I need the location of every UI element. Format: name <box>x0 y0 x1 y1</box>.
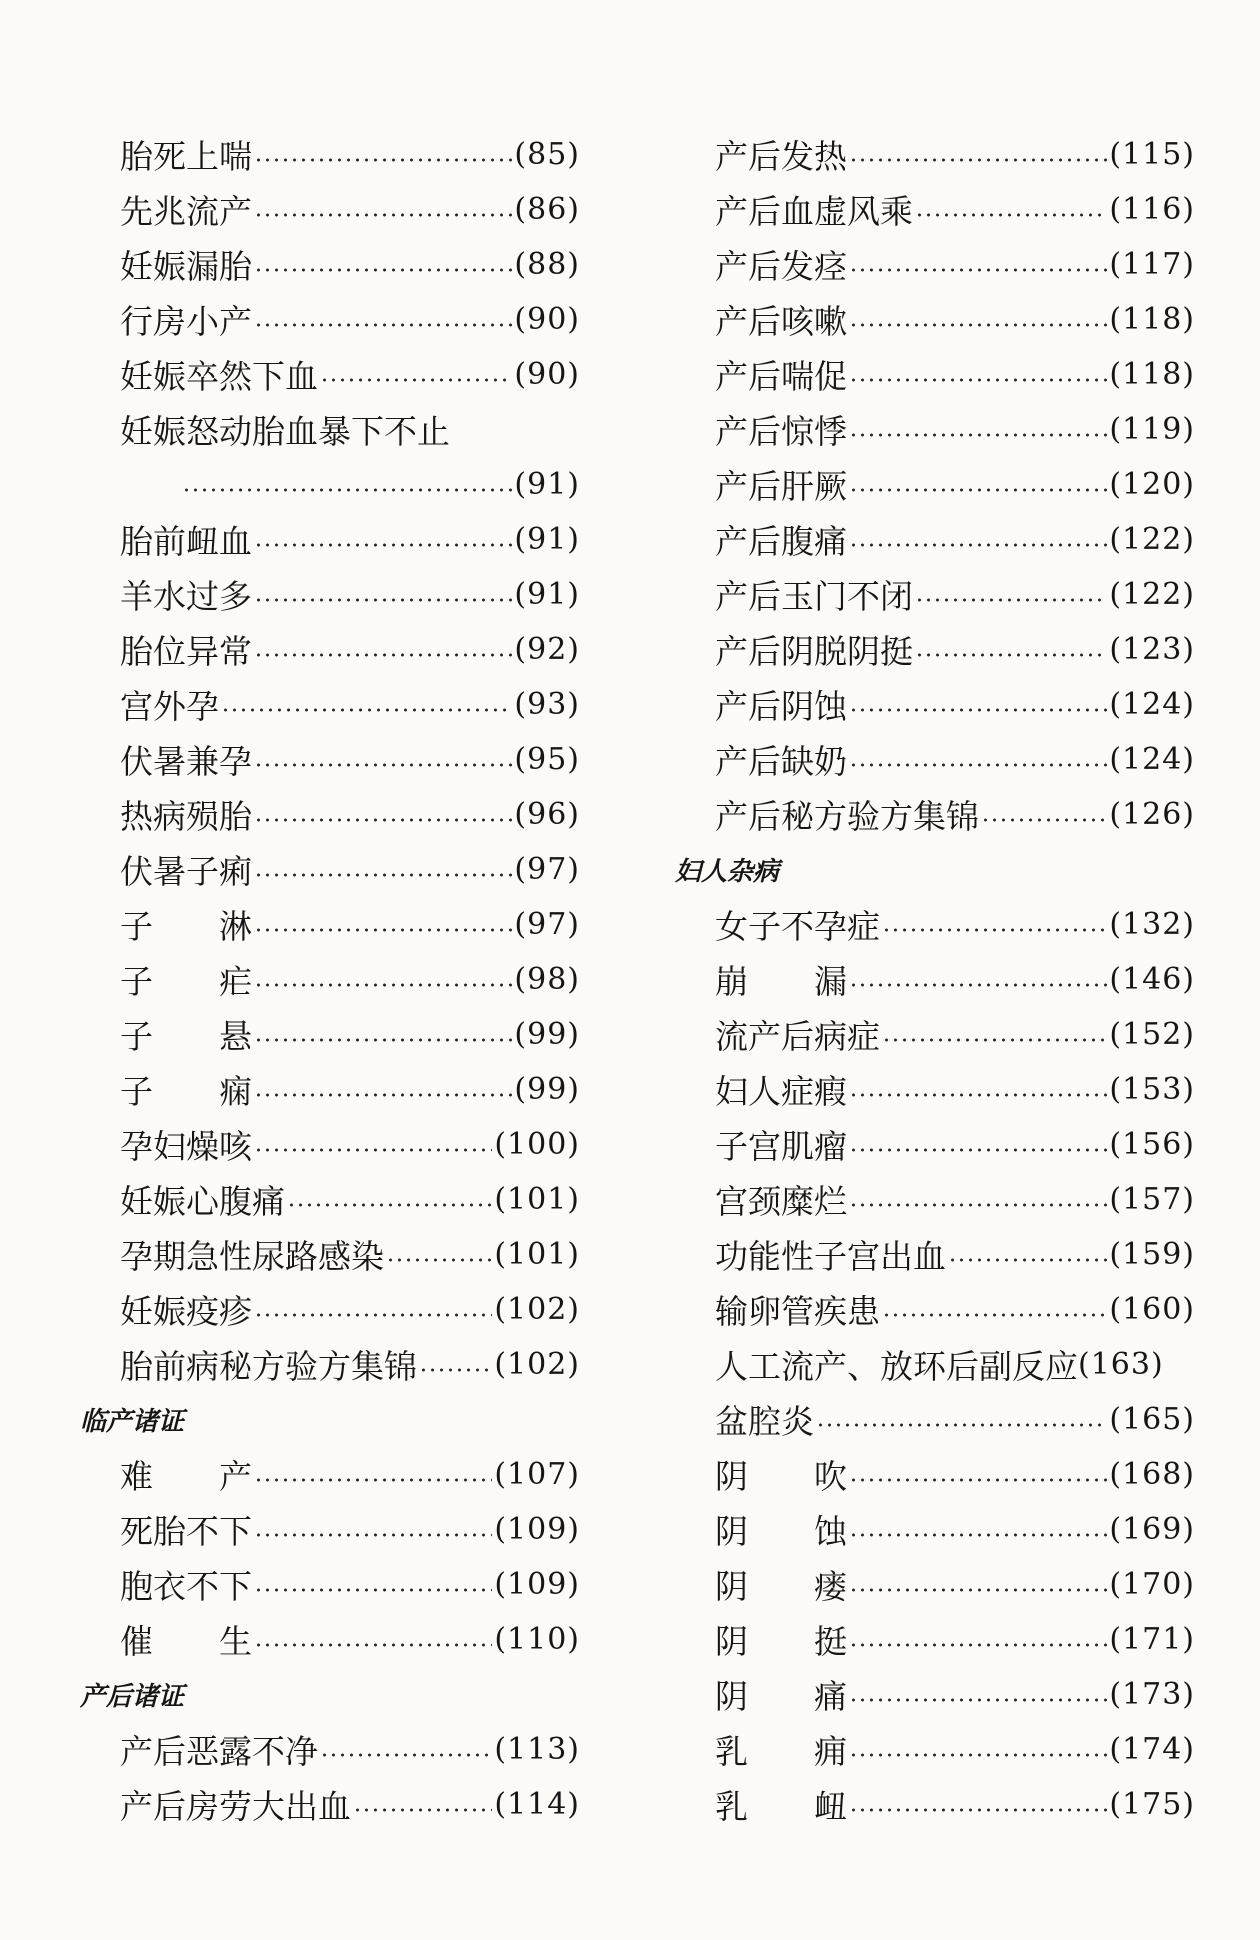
entry-title: 输卵管疾患 <box>715 1292 880 1331</box>
entry-title: 难 产 <box>120 1457 252 1496</box>
entry-title: 产后秘方验方集锦 <box>715 797 979 836</box>
toc-entry <box>120 1007 580 1062</box>
entry-page-number: (124) <box>1109 742 1195 777</box>
entry-page-number: (86) <box>514 192 580 227</box>
dot-leader <box>915 213 1107 217</box>
toc-entry <box>715 1502 1195 1557</box>
dot-leader <box>849 1643 1107 1647</box>
toc-entry <box>120 402 580 457</box>
dot-leader <box>254 323 512 327</box>
entry-page-number: (122) <box>1109 577 1195 612</box>
toc-entry <box>715 1722 1195 1777</box>
toc-entry <box>715 1777 1195 1832</box>
entry-title: 产后恶露不净 <box>120 1732 318 1771</box>
entry-page-number: (122) <box>1109 522 1195 557</box>
toc-entry <box>715 182 1195 237</box>
toc-entry <box>715 457 1195 512</box>
dot-leader <box>254 543 512 547</box>
toc-entry <box>715 237 1195 292</box>
entry-page-number: (152) <box>1109 1017 1195 1052</box>
dot-leader <box>849 1533 1107 1537</box>
entry-page-number: (115) <box>1109 137 1195 172</box>
entry-title: 子 淋 <box>120 907 252 946</box>
dot-leader <box>254 158 512 162</box>
entry-title: 产后阴蚀 <box>715 687 847 726</box>
toc-entry <box>120 237 580 292</box>
dot-leader <box>254 1093 512 1097</box>
dot-leader <box>254 818 512 822</box>
entry-title: 胎位异常 <box>120 632 252 671</box>
entry-title: 阴 痛 <box>715 1677 847 1716</box>
entry-page-number: (116) <box>1109 192 1195 227</box>
entry-title: 阴 蚀 <box>715 1512 847 1551</box>
dot-leader <box>915 598 1107 602</box>
dot-leader <box>849 543 1107 547</box>
toc-entry-continuation <box>180 457 580 512</box>
dot-leader <box>254 873 512 877</box>
toc-entry <box>120 1612 580 1667</box>
entry-page-number: (157) <box>1109 1182 1195 1217</box>
entry-title: 产后喘促 <box>715 357 847 396</box>
dot-leader <box>882 928 1107 932</box>
dot-leader <box>254 653 512 657</box>
entry-page-number: (91) <box>514 467 580 502</box>
entry-title: 阴 瘘 <box>715 1567 847 1606</box>
entry-title: 阴 吹 <box>715 1457 847 1496</box>
dot-leader <box>948 1258 1107 1262</box>
toc-entry <box>715 1227 1195 1282</box>
dot-leader <box>849 1093 1107 1097</box>
entry-title: 孕妇燥咳 <box>120 1127 252 1166</box>
entry-page-number: (159) <box>1109 1237 1195 1272</box>
toc-left-column <box>80 127 580 1832</box>
entry-page-number: (132) <box>1109 907 1195 942</box>
entry-title: 产后惊悸 <box>715 412 847 451</box>
toc-entry <box>120 842 580 897</box>
section-title: 临产诸证 <box>80 1407 185 1437</box>
toc-entry <box>120 952 580 1007</box>
entry-title: 死胎不下 <box>120 1512 252 1551</box>
entry-title: 妊娠怒动胎血暴下不止 <box>120 412 450 451</box>
dot-leader <box>849 1753 1107 1757</box>
toc-entry <box>120 732 580 787</box>
entry-title: 产后咳嗽 <box>715 302 847 341</box>
entry-title: 女子不孕症 <box>715 907 880 946</box>
entry-title: 伏暑子痢 <box>120 852 252 891</box>
entry-page-number: (95) <box>514 742 580 777</box>
entry-page-number: (99) <box>514 1017 580 1052</box>
entry-title: 妊娠漏胎 <box>120 247 252 286</box>
entry-page-number: (117) <box>1109 247 1195 282</box>
dot-leader <box>849 1588 1107 1592</box>
entry-page-number: (107) <box>494 1457 580 1492</box>
entry-page-number: (101) <box>494 1237 580 1272</box>
entry-title: 子宫肌瘤 <box>715 1127 847 1166</box>
toc-entry <box>715 732 1195 787</box>
entry-title: 孕期急性尿路感染 <box>120 1237 384 1276</box>
entry-title: 宫外孕 <box>120 687 219 726</box>
entry-title: 产后血虚风乘 <box>715 192 913 231</box>
dot-leader <box>254 1038 512 1042</box>
dot-leader <box>981 818 1107 822</box>
dot-leader <box>254 1533 492 1537</box>
entry-page-number: (114) <box>494 1787 580 1822</box>
toc-entry <box>120 1447 580 1502</box>
toc-entry <box>715 127 1195 182</box>
toc-entry <box>120 897 580 952</box>
entry-page-number: (173) <box>1109 1677 1195 1712</box>
dot-leader <box>254 1478 492 1482</box>
toc-entry <box>120 347 580 402</box>
toc-section-heading <box>675 842 1195 897</box>
entry-title: 产后阴脱阴挺 <box>715 632 913 671</box>
toc-entry <box>715 347 1195 402</box>
entry-page-number: (174) <box>1109 1732 1195 1767</box>
entry-page-number: (120) <box>1109 467 1195 502</box>
entry-page-number: (156) <box>1109 1127 1195 1162</box>
dot-leader <box>849 1148 1107 1152</box>
dot-leader <box>287 1203 492 1207</box>
toc-entry <box>715 402 1195 457</box>
entry-page-number: (97) <box>514 852 580 887</box>
entry-page-number: (118) <box>1109 302 1195 337</box>
toc-entry <box>715 677 1195 732</box>
entry-title: 人工流产、放环后副反应 <box>715 1347 1078 1386</box>
entry-title: 功能性子宫出血 <box>715 1237 946 1276</box>
toc-entry <box>715 292 1195 347</box>
dot-leader <box>254 268 512 272</box>
dot-leader <box>849 1478 1107 1482</box>
entry-page-number: (101) <box>494 1182 580 1217</box>
entry-page-number: (93) <box>514 687 580 722</box>
entry-page-number: (170) <box>1109 1567 1195 1602</box>
dot-leader <box>816 1423 1107 1427</box>
entry-title: 产后发痉 <box>715 247 847 286</box>
toc-entry <box>120 1227 580 1282</box>
entry-title: 乳 衄 <box>715 1787 847 1826</box>
entry-title: 子 痫 <box>120 1072 252 1111</box>
dot-leader <box>254 928 512 932</box>
toc-entry <box>715 1447 1195 1502</box>
entry-page-number: (118) <box>1109 357 1195 392</box>
section-title: 妇人杂病 <box>675 857 780 887</box>
dot-leader <box>849 268 1107 272</box>
entry-page-number: (109) <box>494 1512 580 1547</box>
dot-leader <box>320 378 512 382</box>
entry-page-number: (113) <box>494 1732 580 1767</box>
dot-leader <box>386 1258 492 1262</box>
toc-entry <box>715 622 1195 677</box>
entry-title: 行房小产 <box>120 302 252 341</box>
dot-leader <box>882 1038 1107 1042</box>
entry-page-number: (109) <box>494 1567 580 1602</box>
entry-title: 妊娠疫疹 <box>120 1292 252 1331</box>
entry-page-number: (88) <box>514 247 580 282</box>
dot-leader <box>419 1368 492 1372</box>
dot-leader <box>254 213 512 217</box>
entry-page-number: (90) <box>514 357 580 392</box>
entry-title: 流产后病症 <box>715 1017 880 1056</box>
dot-leader <box>254 1313 492 1317</box>
entry-page-number: (126) <box>1109 797 1195 832</box>
entry-title: 妊娠心腹痛 <box>120 1182 285 1221</box>
toc-entry <box>120 1557 580 1612</box>
dot-leader <box>849 708 1107 712</box>
entry-page-number: (91) <box>514 577 580 612</box>
entry-page-number: (171) <box>1109 1622 1195 1657</box>
toc-section-heading <box>80 1392 580 1447</box>
toc-entry <box>715 1557 1195 1612</box>
toc-entry <box>715 952 1195 1007</box>
entry-title: 产后腹痛 <box>715 522 847 561</box>
dot-leader <box>849 433 1107 437</box>
entry-page-number: (123) <box>1109 632 1195 667</box>
toc-entry <box>715 512 1195 567</box>
entry-title: 伏暑兼孕 <box>120 742 252 781</box>
toc-entry <box>715 1282 1195 1337</box>
toc-entry <box>715 1612 1195 1667</box>
entry-title: 先兆流产 <box>120 192 252 231</box>
dot-leader <box>254 598 512 602</box>
entry-title: 妇人症瘕 <box>715 1072 847 1111</box>
entry-page-number: (102) <box>494 1292 580 1327</box>
entry-title: 胞衣不下 <box>120 1567 252 1606</box>
toc-entry <box>120 182 580 237</box>
entry-title: 热病殒胎 <box>120 797 252 836</box>
entry-page-number: (165) <box>1109 1402 1195 1437</box>
entry-page-number: (98) <box>514 962 580 997</box>
entry-title: 羊水过多 <box>120 577 252 616</box>
section-title: 产后诸证 <box>80 1682 185 1712</box>
entry-page-number: (97) <box>514 907 580 942</box>
dot-leader <box>254 1148 492 1152</box>
entry-title: 乳 痈 <box>715 1732 847 1771</box>
entry-page-number: (168) <box>1109 1457 1195 1492</box>
entry-page-number: (100) <box>494 1127 580 1162</box>
entry-page-number: (146) <box>1109 962 1195 997</box>
dot-leader <box>254 1588 492 1592</box>
entry-page-number: (124) <box>1109 687 1195 722</box>
toc-entry <box>120 787 580 842</box>
entry-page-number: (169) <box>1109 1512 1195 1547</box>
dot-leader <box>254 763 512 767</box>
toc-entry <box>715 1667 1195 1722</box>
dot-leader <box>849 378 1107 382</box>
toc-entry <box>715 1117 1195 1172</box>
entry-title: 子 疟 <box>120 962 252 1001</box>
dot-leader <box>254 1643 492 1647</box>
entry-page-number: (153) <box>1109 1072 1195 1107</box>
entry-title: 产后肝厥 <box>715 467 847 506</box>
entry-page-number: (92) <box>514 632 580 667</box>
entry-page-number: (90) <box>514 302 580 337</box>
toc-section-heading <box>80 1667 580 1722</box>
toc-entry <box>120 1172 580 1227</box>
dot-leader <box>882 1313 1107 1317</box>
toc-entry <box>120 677 580 732</box>
toc-entry <box>715 1172 1195 1227</box>
dot-leader <box>221 708 512 712</box>
toc-entry <box>120 127 580 182</box>
entry-title: 产后发热 <box>715 137 847 176</box>
entry-title: 宫颈糜烂 <box>715 1182 847 1221</box>
toc-entry <box>120 1722 580 1777</box>
entry-title: 妊娠卒然下血 <box>120 357 318 396</box>
entry-page-number: (175) <box>1109 1787 1195 1822</box>
toc-entry <box>120 1777 580 1832</box>
entry-page-number: (110) <box>494 1622 580 1657</box>
toc-entry <box>120 1282 580 1337</box>
toc-entry <box>120 1117 580 1172</box>
dot-leader <box>849 1698 1107 1702</box>
entry-title: 盆腔炎 <box>715 1402 814 1441</box>
toc-entry <box>715 1392 1195 1447</box>
dot-leader <box>849 158 1107 162</box>
entry-title: 阴 挺 <box>715 1622 847 1661</box>
entry-title: 催 生 <box>120 1622 252 1661</box>
entry-page-number: (96) <box>514 797 580 832</box>
entry-title: 产后房劳大出血 <box>120 1787 351 1826</box>
dot-leader <box>320 1753 492 1757</box>
toc-entry <box>715 1062 1195 1117</box>
dot-leader <box>353 1808 492 1812</box>
entry-page-number: (99) <box>514 1072 580 1107</box>
entry-title: 胎死上喘 <box>120 137 252 176</box>
toc-entry <box>120 567 580 622</box>
toc-entry <box>715 1007 1195 1062</box>
entry-title: 产后玉门不闭 <box>715 577 913 616</box>
entry-page-number: (160) <box>1109 1292 1195 1327</box>
toc-entry <box>715 1337 1195 1392</box>
toc-entry <box>120 1062 580 1117</box>
dot-leader <box>849 488 1107 492</box>
entry-page-number: (91) <box>514 522 580 557</box>
entry-title: 胎前病秘方验方集锦 <box>120 1347 417 1386</box>
dot-leader <box>849 983 1107 987</box>
entry-title: 产后缺奶 <box>715 742 847 781</box>
toc-entry <box>120 1337 580 1392</box>
dot-leader <box>849 323 1107 327</box>
toc-entry <box>120 1502 580 1557</box>
entry-title: 胎前衄血 <box>120 522 252 561</box>
toc-entry <box>715 787 1195 842</box>
entry-title: 崩 漏 <box>715 962 847 1001</box>
dot-leader <box>849 1808 1107 1812</box>
toc-entry <box>120 292 580 347</box>
entry-page-number: (85) <box>514 137 580 172</box>
dot-leader <box>849 763 1107 767</box>
dot-leader <box>849 1203 1107 1207</box>
toc-entry <box>120 512 580 567</box>
entry-page-number: (102) <box>494 1347 580 1382</box>
toc-entry <box>715 567 1195 622</box>
dot-leader <box>182 488 512 492</box>
toc-right-column <box>675 127 1195 1832</box>
entry-page-number: (119) <box>1109 412 1195 447</box>
dot-leader <box>254 983 512 987</box>
dot-leader <box>915 653 1107 657</box>
toc-entry <box>120 622 580 677</box>
entry-title: 子 悬 <box>120 1017 252 1056</box>
entry-page-number: (163) <box>1078 1347 1164 1382</box>
toc-entry <box>715 897 1195 952</box>
